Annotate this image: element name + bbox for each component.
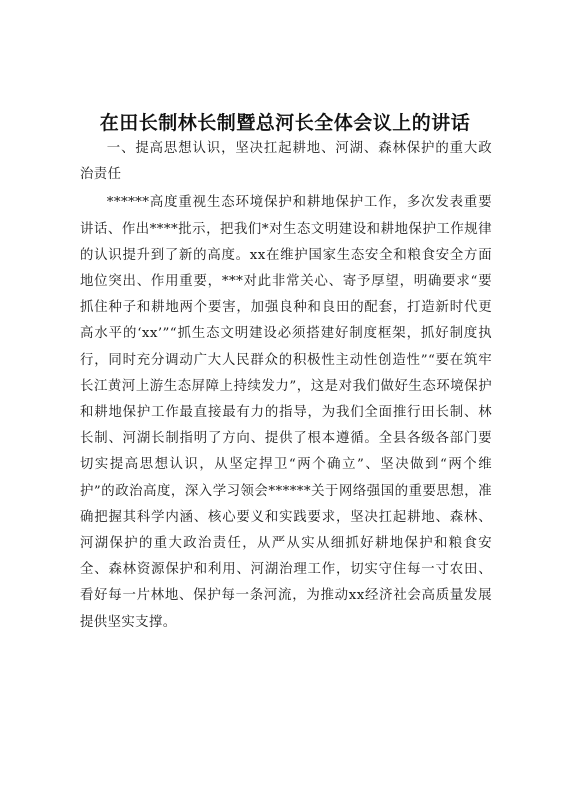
document-title: 在田长制林长制暨总河长全体会议上的讲话 — [99, 112, 471, 134]
document-body — [80, 136, 492, 636]
body-paragraph: ******高度重视生态环境保护和耕地保护工作，多次发表重要讲话、作出****批示，把我们*对生态文明建设和耕地保护工作规律的认识提升到了新的高度。xx在维护国家生态安全和粮食安全方面地位突出、作用重要，***对此非常关心、寄予厚望，明确要求“要抓住种子和耕地两个要害，加强良种和良田的配套，打造新时代更高水平的‘xx’”“抓生态文明建设必须搭建好制度框架，抓好制度执行，同时充分调动广大人民群众的积极性主动性创造性”“要在筑牢长江黄河上游生态屏障上持续发力”，这是对我们做好生态环境保护和耕地保护工作最直接最有力的指导，为我们全面推行田长制、林长制、河湖长制指明了方向、提供了根本遵循。全县各级各部门要切实提高思想认识，从坚定捍卫“两个确立”、坚决做到“两个维护”的政治高度，深入学习领会******关于网络强国的重要思想，准确把握其科学内涵、核心要义和实践要求，坚决扛起耕地、森林、河湖保护的重大政治责任，从严从实从细抓好耕地保护和粮食安全、森林资源保护和利用、河湖治理工作，切实守住每一寸农田、看好每一片林地、保护每一条河流，为推动xx经济社会高质量发展提供坚实支撑。 — [80, 195, 492, 630]
section-heading: 一、提高思想认识，坚决扛起耕地、河湖、森林保护的重大政治责任 — [80, 141, 492, 183]
